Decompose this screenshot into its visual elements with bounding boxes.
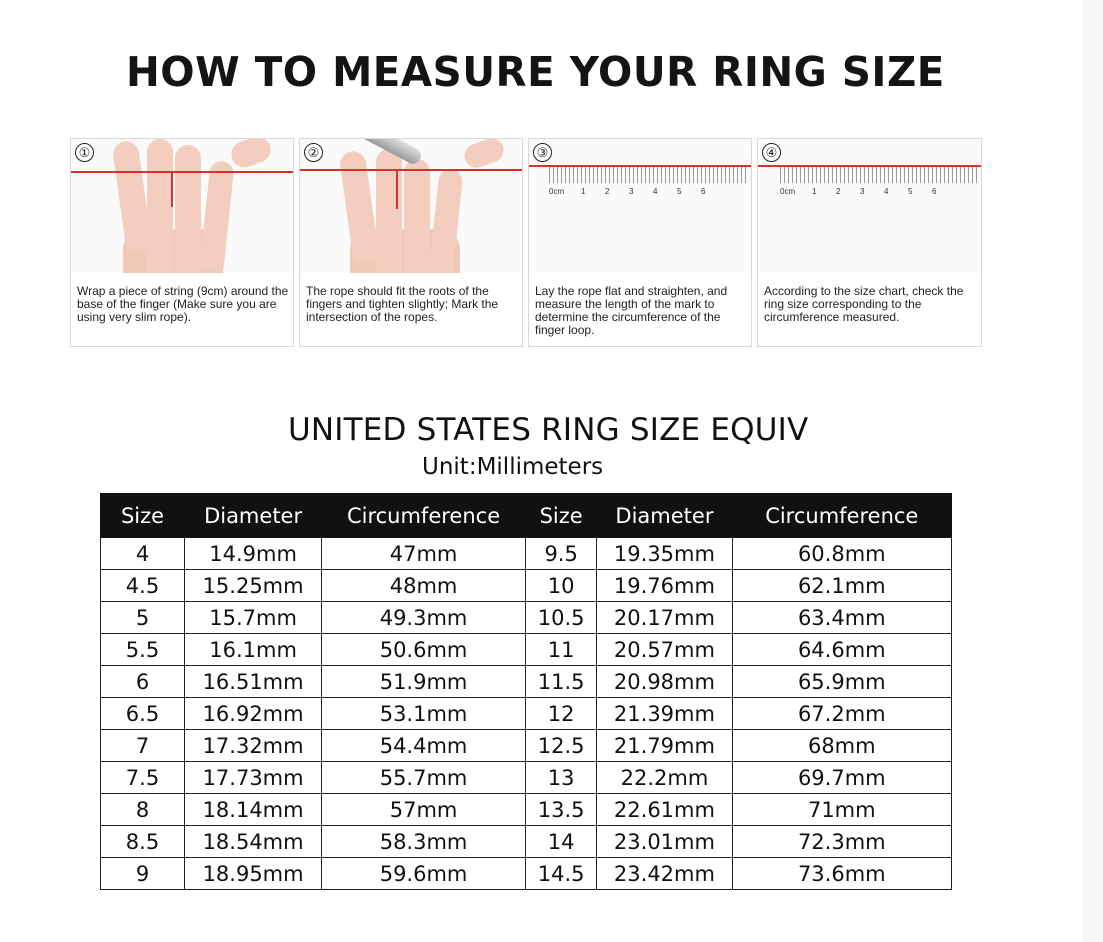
ruler-label: 3 <box>629 187 634 196</box>
column-header-size: Size <box>525 494 596 538</box>
size-cell: 6 <box>101 666 185 698</box>
step-number-badge: ② <box>304 143 323 162</box>
circumference-cell: 63.4mm <box>732 602 951 634</box>
table-row <box>101 858 952 890</box>
size-cell: 9 <box>101 858 185 890</box>
size-cell: 6.5 <box>101 698 185 730</box>
diameter-cell: 17.32mm <box>185 730 322 762</box>
circumference-cell: 50.6mm <box>322 634 526 666</box>
size-cell: 14 <box>525 826 596 858</box>
table-row <box>101 538 952 570</box>
string-line <box>758 165 981 167</box>
ruler-label: 2 <box>836 187 841 196</box>
diameter-cell: 20.17mm <box>597 602 732 634</box>
step-3-illustration <box>529 139 751 273</box>
step-number-badge: ① <box>75 143 94 162</box>
step-1 <box>70 138 294 347</box>
step-4 <box>757 138 982 347</box>
table-row <box>101 794 952 826</box>
ruler-label: 3 <box>860 187 865 196</box>
circumference-cell: 67.2mm <box>732 698 951 730</box>
size-cell: 7 <box>101 730 185 762</box>
table-row <box>101 762 952 794</box>
circumference-cell: 59.6mm <box>322 858 526 890</box>
diameter-cell: 23.42mm <box>597 858 732 890</box>
string-line <box>300 169 522 171</box>
circumference-cell: 69.7mm <box>732 762 951 794</box>
diameter-cell: 16.92mm <box>185 698 322 730</box>
diameter-cell: 20.98mm <box>597 666 732 698</box>
circumference-cell: 60.8mm <box>732 538 951 570</box>
diameter-cell: 21.39mm <box>597 698 732 730</box>
diameter-cell: 15.7mm <box>185 602 322 634</box>
table-row <box>101 570 952 602</box>
step-caption: The rope should fit the roots of the fingers and tighten slightly; Mark the intersection of the ropes. <box>306 284 499 324</box>
diameter-cell: 15.25mm <box>185 570 322 602</box>
table-row <box>101 826 952 858</box>
circumference-cell: 49.3mm <box>322 602 526 634</box>
size-cell: 10 <box>525 570 596 602</box>
size-cell: 8 <box>101 794 185 826</box>
diameter-cell: 19.35mm <box>597 538 732 570</box>
chart-title: UNITED STATES RING SIZE EQUIV <box>288 412 809 448</box>
ruler-icon <box>549 167 747 201</box>
measurement-steps <box>70 138 982 349</box>
ruler-icon <box>780 167 977 201</box>
circumference-cell: 57mm <box>322 794 526 826</box>
diameter-cell: 18.54mm <box>185 826 322 858</box>
ruler-label: 1 <box>581 187 586 196</box>
size-cell: 5.5 <box>101 634 185 666</box>
size-cell: 8.5 <box>101 826 185 858</box>
size-cell: 5 <box>101 602 185 634</box>
ruler-label: 4 <box>653 187 658 196</box>
step-4-illustration <box>758 139 981 273</box>
circumference-cell: 71mm <box>732 794 951 826</box>
ruler-label: 6 <box>932 187 937 196</box>
string-line <box>71 171 293 173</box>
table-row <box>101 634 952 666</box>
ruler-label: 6 <box>701 187 706 196</box>
circumference-cell: 65.9mm <box>732 666 951 698</box>
size-cell: 13.5 <box>525 794 596 826</box>
size-cell: 9.5 <box>525 538 596 570</box>
diameter-cell: 16.1mm <box>185 634 322 666</box>
step-number-badge: ③ <box>533 143 552 162</box>
diameter-cell: 23.01mm <box>597 826 732 858</box>
ruler-label: 0cm <box>549 187 565 196</box>
diameter-cell: 18.95mm <box>185 858 322 890</box>
diameter-cell: 16.51mm <box>185 666 322 698</box>
circumference-cell: 64.6mm <box>732 634 951 666</box>
size-cell: 11.5 <box>525 666 596 698</box>
size-cell: 13 <box>525 762 596 794</box>
step-3 <box>528 138 752 347</box>
diameter-cell: 17.73mm <box>185 762 322 794</box>
table-row <box>101 730 952 762</box>
diameter-cell: 18.14mm <box>185 794 322 826</box>
size-cell: 10.5 <box>525 602 596 634</box>
table-row <box>101 666 952 698</box>
table-header-row <box>101 494 952 538</box>
circumference-cell: 55.7mm <box>322 762 526 794</box>
size-cell: 11 <box>525 634 596 666</box>
step-2 <box>299 138 523 347</box>
ruler-label: 1 <box>812 187 817 196</box>
diameter-cell: 14.9mm <box>185 538 322 570</box>
column-header-circumference: Circumference <box>322 494 526 538</box>
ring-size-table <box>100 493 952 890</box>
column-header-diameter: Diameter <box>597 494 732 538</box>
size-cell: 4.5 <box>101 570 185 602</box>
circumference-cell: 51.9mm <box>322 666 526 698</box>
size-cell: 14.5 <box>525 858 596 890</box>
table-row <box>101 698 952 730</box>
circumference-cell: 54.4mm <box>322 730 526 762</box>
column-header-circumference: Circumference <box>732 494 951 538</box>
step-number-badge: ④ <box>762 143 781 162</box>
column-header-diameter: Diameter <box>185 494 322 538</box>
ruler-label: 4 <box>884 187 889 196</box>
circumference-cell: 53.1mm <box>322 698 526 730</box>
ruler-label: 5 <box>677 187 682 196</box>
diameter-cell: 20.57mm <box>597 634 732 666</box>
circumference-cell: 48mm <box>322 570 526 602</box>
diameter-cell: 22.2mm <box>597 762 732 794</box>
ruler-label: 2 <box>605 187 610 196</box>
step-1-illustration <box>71 139 293 273</box>
page-title: HOW TO MEASURE YOUR RING SIZE <box>126 48 945 96</box>
circumference-cell: 62.1mm <box>732 570 951 602</box>
step-2-illustration <box>300 139 522 273</box>
right-edge-strip <box>1082 0 1103 942</box>
circumference-cell: 73.6mm <box>732 858 951 890</box>
diameter-cell: 22.61mm <box>597 794 732 826</box>
step-caption: Lay the rope flat and straighten, and measure the length of the mark to determine the circumference of the finger loop. <box>535 284 728 337</box>
step-caption: According to the size chart, check the ring size corresponding to the circumference measured. <box>764 284 964 324</box>
ruler-label: 5 <box>908 187 913 196</box>
circumference-cell: 58.3mm <box>322 826 526 858</box>
step-caption: Wrap a piece of string (9cm) around the base of the finger (Make sure you are using very slim rope). <box>77 284 289 324</box>
size-cell: 12.5 <box>525 730 596 762</box>
ruler-label: 0cm <box>780 187 796 196</box>
circumference-cell: 47mm <box>322 538 526 570</box>
column-header-size: Size <box>101 494 185 538</box>
diameter-cell: 21.79mm <box>597 730 732 762</box>
size-cell: 4 <box>101 538 185 570</box>
circumference-cell: 72.3mm <box>732 826 951 858</box>
size-cell: 12 <box>525 698 596 730</box>
chart-unit: Unit:Millimeters <box>422 454 604 480</box>
diameter-cell: 19.76mm <box>597 570 732 602</box>
circumference-cell: 68mm <box>732 730 951 762</box>
size-cell: 7.5 <box>101 762 185 794</box>
table-row <box>101 602 952 634</box>
table-body <box>101 538 952 890</box>
